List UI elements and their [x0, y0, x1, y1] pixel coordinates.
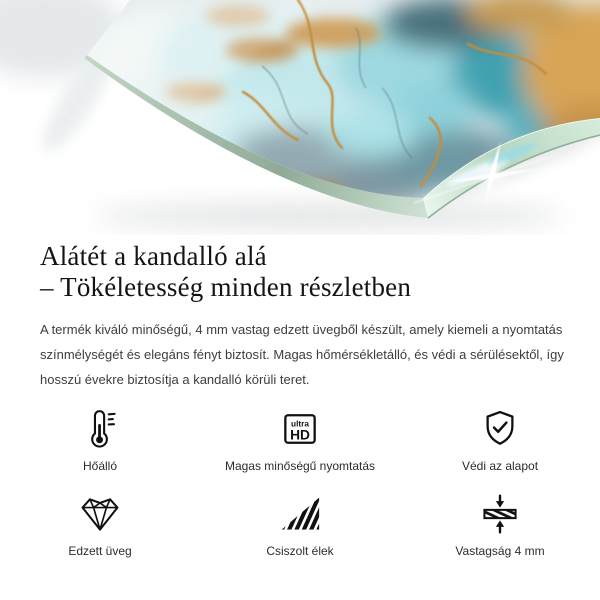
ultra-hd-icon-text-top: ultra — [291, 419, 309, 429]
feature-item-polished-edges — [200, 493, 400, 558]
feature-label: Hőálló — [82, 459, 118, 473]
ultra-hd-icon — [276, 408, 324, 450]
page-title-line2: – Tökéletesség minden részletben — [40, 272, 412, 302]
feature-label: Vastagság 4 mm — [455, 544, 545, 558]
polished-edges-icon — [276, 493, 324, 535]
thermometer-icon — [76, 408, 124, 450]
product-description: A termék kiváló minőségű, 4 mm vastag edzett üvegből készült, amely kiemeli a nyomtatás színmélységét és elegáns fényt biztosít. Magas hőmérsékletálló, és védi a sérülésektől, így hosszú évekre biztosítja a kandalló körüli teret. — [40, 322, 564, 387]
glass-panel-graphic — [0, 0, 600, 235]
feature-item-protects-base — [400, 408, 600, 473]
feature-label: Csiszolt élek — [266, 544, 334, 558]
product-info — [0, 241, 600, 392]
page-title-line1: Alátét a kandalló alá — [40, 241, 267, 271]
feature-item-heat-resistant — [0, 408, 200, 473]
page-title — [40, 241, 560, 303]
feature-item-print-quality — [200, 408, 400, 473]
ultra-hd-icon-text-bottom: HD — [290, 427, 310, 443]
feature-item-tempered-glass — [0, 493, 200, 558]
feature-label: Edzett üveg — [68, 544, 132, 558]
feature-item-thickness — [400, 493, 600, 558]
feature-label: Magas minőségű nyomtatás — [224, 459, 376, 473]
feature-label: Védi az alapot — [461, 459, 539, 473]
product-image — [0, 0, 600, 235]
marble-print — [55, 0, 600, 235]
shield-check-icon — [476, 408, 524, 450]
thickness-icon — [476, 493, 524, 535]
diamond-icon — [76, 493, 124, 535]
feature-grid — [0, 408, 600, 558]
